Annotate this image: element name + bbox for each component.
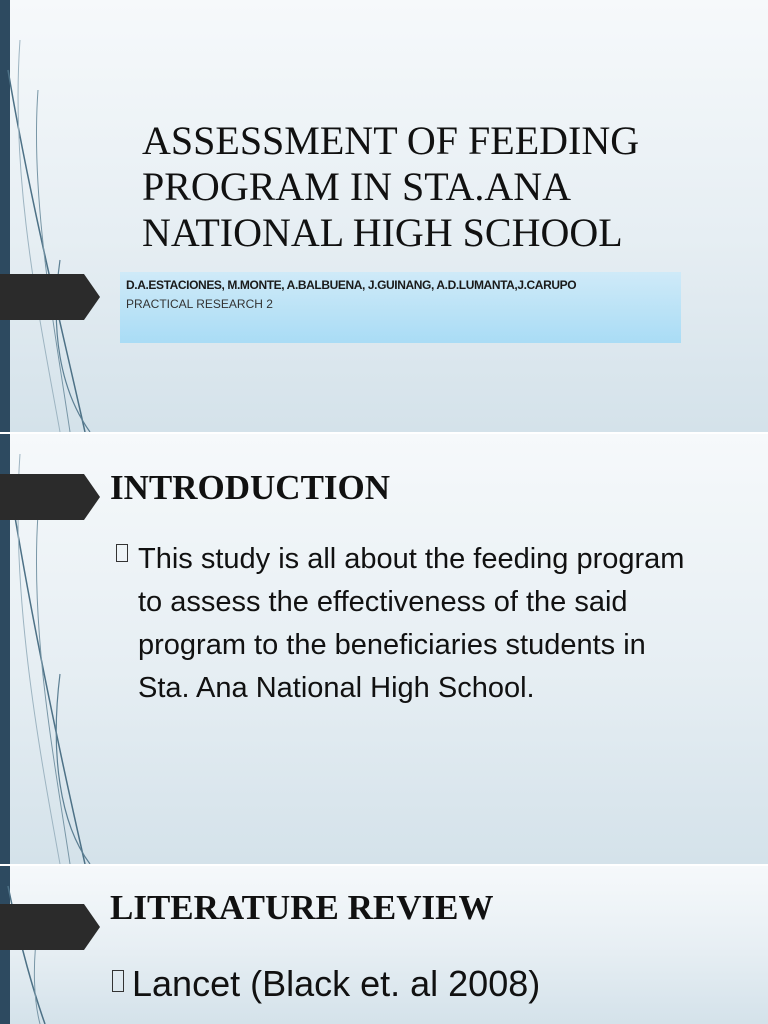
list-item <box>116 538 686 710</box>
bullet-text: Lancet (Black et. al 2008) <box>132 963 541 1004</box>
slide-heading: LITERATURE REVIEW <box>110 888 494 927</box>
slide-heading: INTRODUCTION <box>110 468 391 507</box>
introduction-slide <box>0 434 768 864</box>
slide-title: ASSESSMENT OF FEEDING PROGRAM IN STA.ANA NATIONAL HIGH SCHOOL <box>142 118 640 255</box>
bullet-icon <box>116 544 128 562</box>
title-slide <box>0 0 768 432</box>
slide-tab-marker <box>0 904 100 950</box>
slide-tab-marker <box>0 274 100 320</box>
course-text: PRACTICAL RESEARCH 2 <box>126 297 273 311</box>
bullet-list <box>116 538 686 710</box>
bullet-list <box>112 962 712 1006</box>
subtitle-box <box>120 272 681 343</box>
bullet-icon <box>112 970 124 992</box>
bullet-text: This study is all about the feeding program to assess the effectiveness of the said program to the beneficiaries students in Sta. Ana National High School. <box>138 543 685 704</box>
literature-review-slide <box>0 866 768 1024</box>
decorative-swoosh-icon <box>0 0 120 432</box>
authors-text: D.A.ESTACIONES, M.MONTE, A.BALBUENA, J.GUINANG, A.D.LUMANTA,J.CARUPO <box>126 278 577 292</box>
list-item <box>112 962 712 1006</box>
slide-tab-marker <box>0 474 100 520</box>
